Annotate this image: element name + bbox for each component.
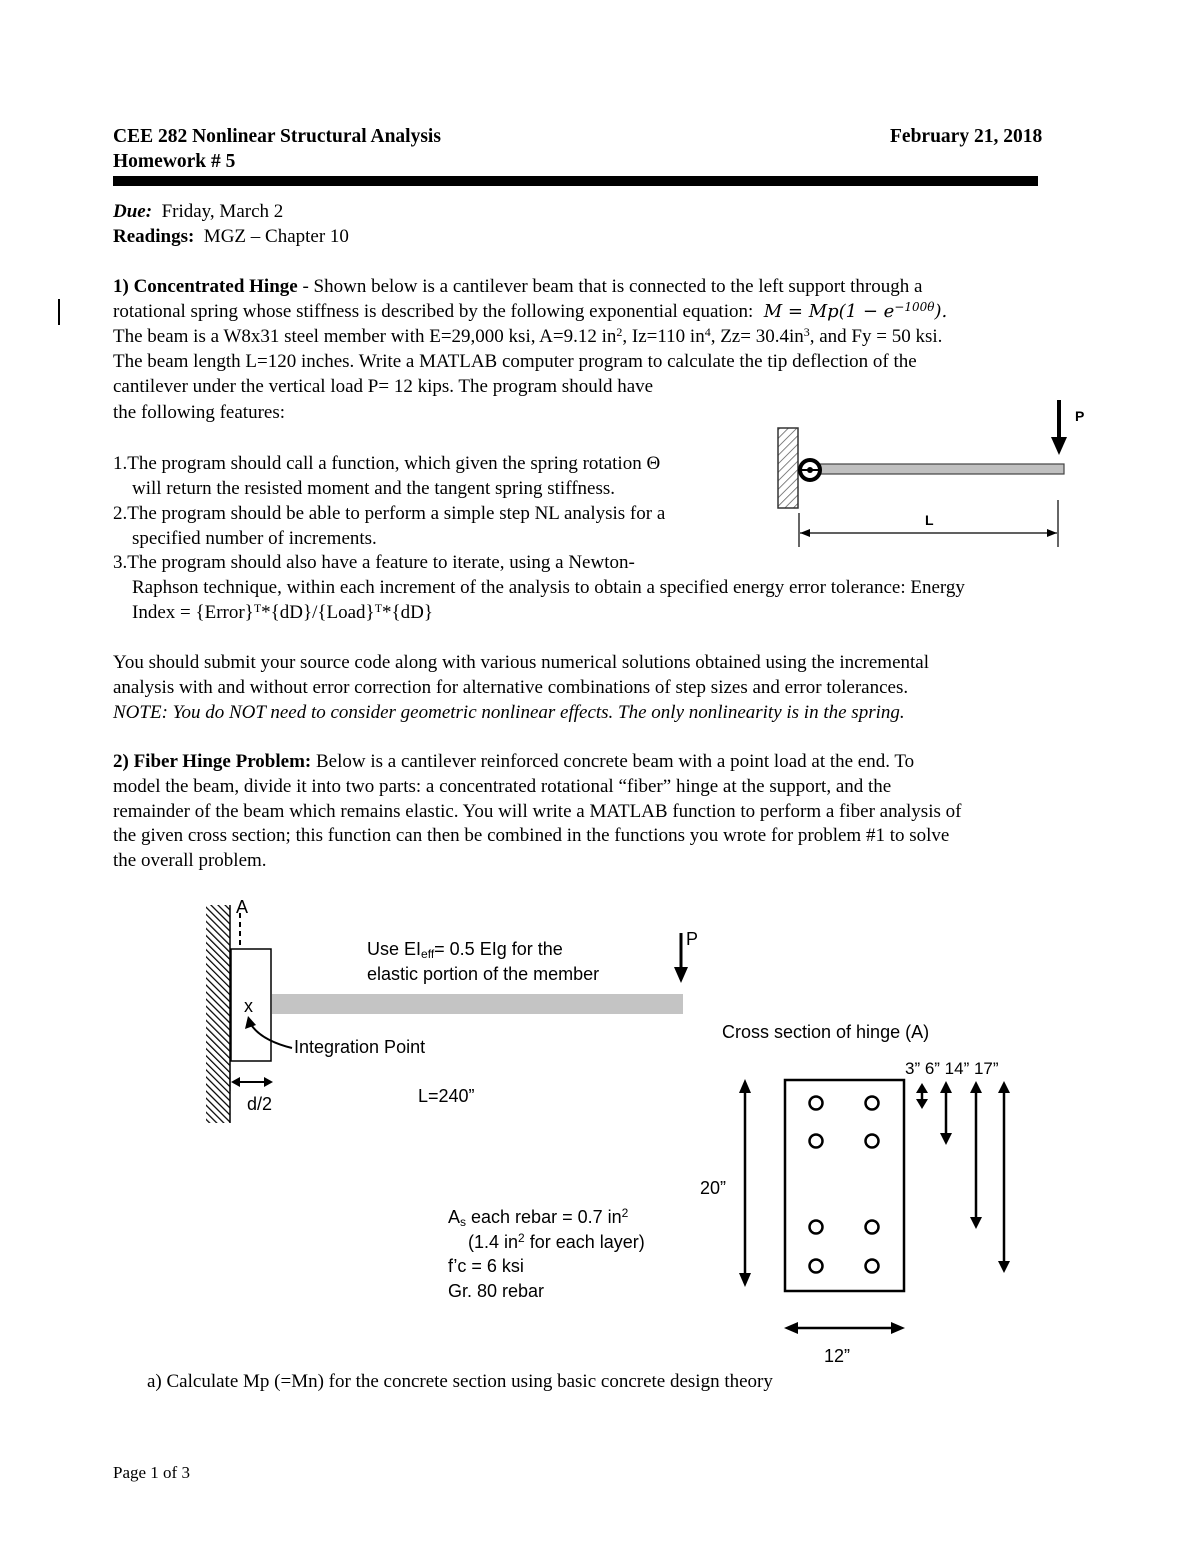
p1-line3d: , and Fy = 50 ksi.: [809, 326, 943, 347]
load-arrow-head: [1051, 437, 1067, 455]
integration-point-x: x: [244, 996, 253, 1016]
as-a: A: [448, 1207, 461, 1227]
header-rule: [113, 176, 1038, 186]
course-title: CEE 282 Nonlinear Structural Analysis: [113, 126, 441, 147]
elastic-portion-label: elastic portion of the member: [367, 964, 600, 984]
due-value: Friday, March 2: [161, 201, 284, 222]
layer-sup: 2: [518, 1231, 525, 1245]
fc-label: f’c = 6 ksi: [448, 1256, 524, 1276]
submit-line1: You should submit your source code along with various numerical solutions obtained using the incremental: [113, 652, 929, 673]
fig1-length-label: L: [925, 512, 934, 528]
use-eieff-sub: eff: [421, 947, 435, 961]
readings-value: MGZ – Chapter 10: [203, 226, 349, 247]
p1-line1: [113, 276, 922, 298]
p2-line4: the given cross section; this function can then be combined in the functions you wrote for problem #1 to solve: [113, 825, 950, 846]
question-a: a) Calculate Mp (=Mn) for the concrete section using basic concrete design theory: [147, 1371, 773, 1392]
equation-base: M = Mp(1 − e: [763, 301, 895, 322]
use-eieff-b: = 0.5 EIg for the: [434, 939, 563, 959]
height-dimension: [739, 1079, 751, 1287]
layer-area-label: [468, 1232, 645, 1253]
p2-line3: remainder of the beam which remains elastic. You will write a MATLAB function to perform a fiber analysis of: [113, 801, 962, 822]
page-number: Page 1 of 3: [113, 1463, 190, 1482]
p1-line3a: The beam is a W8x31 steel member with E=29,000 ksi, A=9.12 in: [113, 326, 617, 347]
section-outline: [785, 1080, 904, 1291]
as-sup: 2: [621, 1206, 629, 1220]
cantilever-figure: [770, 395, 1090, 555]
feature-3c: [132, 602, 433, 624]
feature-1b: will return the resisted moment and the tangent spring stiffness.: [132, 478, 615, 499]
p1-line6: the following features:: [113, 402, 286, 423]
layer-b: for each layer): [524, 1232, 645, 1252]
as-sub: s: [460, 1215, 467, 1229]
equation-exponent: −100θ: [894, 300, 935, 314]
homework-number: Homework # 5: [113, 151, 236, 172]
depth-3-dimension: [916, 1083, 928, 1109]
equation-end: ).: [934, 301, 948, 322]
sup-modulus: 3: [803, 325, 810, 339]
depth-6-dimension: [940, 1081, 952, 1145]
use-eieff-a: Use EI: [367, 939, 422, 959]
p1-line3b: , Iz=110 in: [622, 326, 705, 347]
p2-line5: the overall problem.: [113, 850, 267, 871]
p1-line4: The beam length L=120 inches. Write a MATLAB computer program to calculate the tip deflection of the: [113, 351, 917, 372]
f3c-sup2: T: [374, 601, 383, 615]
use-eieff-label: [367, 939, 563, 960]
layer-a: (1.4 in: [468, 1232, 519, 1252]
as-b: each rebar = 0.7 in: [466, 1207, 622, 1227]
feature-3a: 3.The program should also have a feature to iterate, using a Newton-: [113, 552, 635, 573]
p1-line2-text: rotational spring whose stiffness is described by the following exponential equation:: [113, 301, 754, 322]
p1-line2: [113, 301, 947, 323]
due-line: [113, 201, 283, 223]
depth-14-dimension: [970, 1081, 982, 1229]
submit-line2: analysis with and without error correction for alternative combinations of step sizes and error tolerances.: [113, 677, 909, 698]
cross-section-figure: [730, 1075, 1030, 1345]
fixed-support: [778, 428, 798, 508]
header-date: February 21, 2018: [890, 126, 1043, 147]
width-label: 12”: [824, 1346, 851, 1366]
section-a-label: A: [236, 897, 249, 917]
revision-bar: [58, 299, 60, 325]
readings-label: Readings:: [113, 226, 195, 247]
p1-line5: cantilever under the vertical load P= 12 kips. The program should have: [113, 376, 654, 397]
p1-title: 1) Concentrated Hinge: [113, 276, 298, 297]
note-line: NOTE: You do NOT need to consider geometric nonlinear effects. The only nonlinearity is in the spring.: [113, 702, 905, 723]
beam-length-label: L=240”: [418, 1086, 475, 1106]
f3c-end: *{dD}: [382, 602, 433, 623]
p2-line1-text: Below is a cantilever reinforced concrete beam with a point load at the end. To: [311, 751, 915, 772]
sup-area: 2: [616, 325, 623, 339]
p2-title: 2) Fiber Hinge Problem:: [113, 751, 312, 772]
feature-3b: Raphson technique, within each increment of the analysis to obtain a specified energy error tolerance: Energy: [132, 577, 965, 598]
p1-line1-text: - Shown below is a cantilever beam that is connected to the left support through a: [297, 276, 923, 297]
feature-2a: 2.The program should be able to perform a simple step NL analysis for a: [113, 503, 666, 524]
width-dimension: [784, 1322, 905, 1334]
fig1-load-label: P: [1075, 408, 1085, 424]
p1-line3: [113, 326, 942, 348]
height-label: 20”: [700, 1178, 727, 1198]
due-label: Due:: [113, 201, 153, 222]
sup-inertia: 4: [704, 325, 711, 339]
rc-load-label: P: [686, 929, 699, 949]
f3c-sup1: T: [253, 601, 262, 615]
as-label: [448, 1207, 628, 1228]
p1-line3c: , Zz= 30.4in: [710, 326, 804, 347]
p2-line2: model the beam, divide it into two parts: a concentrated rotational “fiber” hinge at the support, and the: [113, 776, 892, 797]
readings-line: [113, 226, 349, 248]
depth-17-dimension: [998, 1081, 1010, 1273]
d2-label: d/2: [247, 1094, 273, 1114]
grade-label: Gr. 80 rebar: [448, 1281, 545, 1301]
feature-2b: specified number of increments.: [132, 528, 377, 549]
f3c-a: Index = {Error}: [132, 602, 254, 623]
p2-line1: [113, 751, 914, 773]
rc-fixed-support: [206, 905, 230, 1123]
beam: [812, 464, 1064, 474]
feature-1a: 1.The program should call a function, which given the spring rotation Θ: [113, 453, 661, 474]
integration-point-label: Integration Point: [294, 1037, 426, 1057]
cross-section-title: Cross section of hinge (A): [722, 1022, 930, 1042]
elastic-beam: [272, 994, 683, 1014]
f3c-mid: *{dD}/{Load}: [261, 602, 375, 623]
p1-equation: [758, 301, 947, 322]
layer-depths-label: 3” 6” 14” 17”: [905, 1059, 999, 1078]
